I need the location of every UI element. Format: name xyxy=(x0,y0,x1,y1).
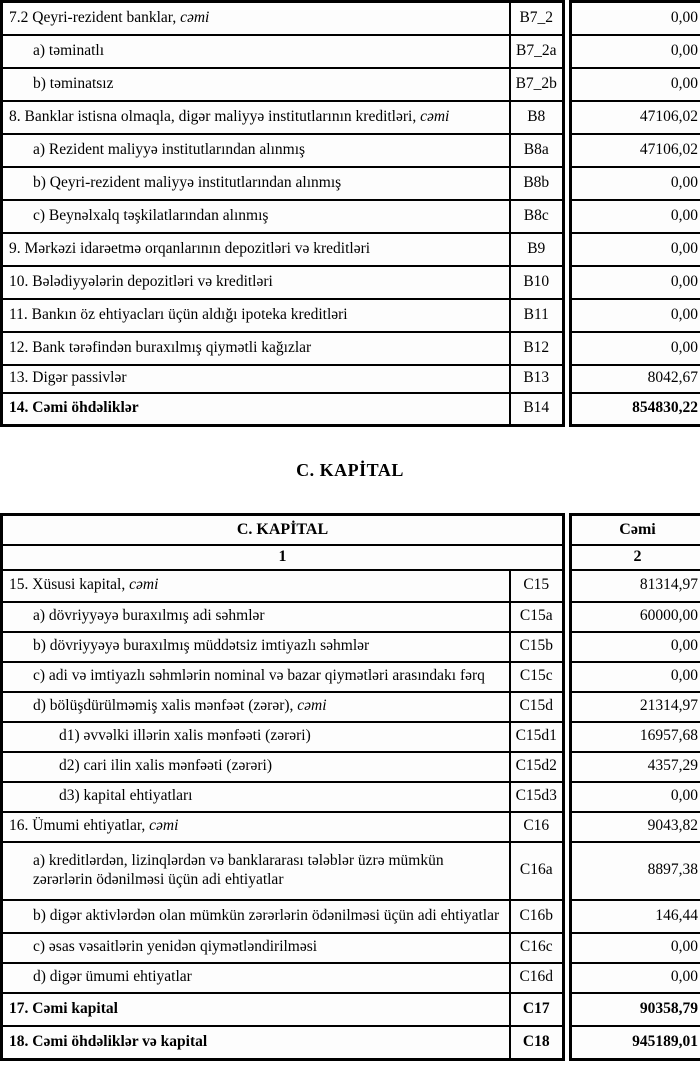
table-row xyxy=(571,365,700,393)
table-row xyxy=(571,393,700,426)
table-row xyxy=(571,266,700,299)
table-row xyxy=(2,632,564,662)
table-row xyxy=(2,842,564,900)
table-row xyxy=(571,2,700,35)
capital-header-title: C. KAPİTAL xyxy=(2,515,564,545)
row-code: B8 xyxy=(510,101,564,134)
table-row xyxy=(571,722,700,752)
table-row xyxy=(2,662,564,692)
row-code: B11 xyxy=(510,299,564,332)
row-label: 17. Cəmi kapital xyxy=(2,993,510,1026)
table-row xyxy=(571,570,700,602)
capital-colnum-left: 1 xyxy=(2,545,564,570)
table-row xyxy=(571,900,700,933)
row-label: 13. Digər passivlər xyxy=(2,365,510,393)
table-row xyxy=(2,692,564,722)
row-value: 21314,97 xyxy=(571,692,700,722)
row-value: 0,00 xyxy=(571,266,700,299)
row-label: c) Beynəlxalq təşkilatlarından alınmış xyxy=(2,200,510,233)
row-value: 8042,67 xyxy=(571,365,700,393)
table-row xyxy=(571,134,700,167)
row-value: 0,00 xyxy=(571,2,700,35)
row-value: 4357,29 xyxy=(571,752,700,782)
row-value: 854830,22 xyxy=(571,393,700,426)
row-code: C16b xyxy=(510,900,564,933)
liabilities-table xyxy=(0,0,700,427)
row-code: C15a xyxy=(510,602,564,632)
table-row xyxy=(2,134,564,167)
row-value: 0,00 xyxy=(571,68,700,101)
table-row xyxy=(571,812,700,842)
row-label: 18. Cəmi öhdəliklər və kapital xyxy=(2,1026,510,1060)
row-label: 15. Xüsusi kapital, cəmi xyxy=(2,570,510,602)
table-row xyxy=(571,1026,700,1060)
row-code: B7_2b xyxy=(510,68,564,101)
row-value: 8897,38 xyxy=(571,842,700,900)
table-row xyxy=(571,299,700,332)
row-value: 47106,02 xyxy=(571,134,700,167)
row-label: 12. Bank tərəfindən buraxılmış qiymətli kağızlar xyxy=(2,332,510,365)
table-row xyxy=(2,752,564,782)
row-label: d3) kapital ehtiyatları xyxy=(2,782,510,812)
section-heading: C. KAPİTAL xyxy=(296,459,404,480)
row-label: 10. Bələdiyyələrin depozitləri və kreditləri xyxy=(2,266,510,299)
liabilities-values-table xyxy=(569,0,700,427)
row-label: a) Rezident maliyyə institutlarından alınmış xyxy=(2,134,510,167)
table-row xyxy=(571,200,700,233)
table-row xyxy=(2,933,564,963)
table-row xyxy=(571,933,700,963)
row-label: d) digər ümumi ehtiyatlar xyxy=(2,963,510,993)
table-row xyxy=(2,200,564,233)
row-label: d) bölüşdürülməmiş xalis mənfəət (zərər), cəmi xyxy=(2,692,510,722)
row-value: 0,00 xyxy=(571,332,700,365)
table-row xyxy=(2,299,564,332)
table-row xyxy=(2,782,564,812)
row-value: 0,00 xyxy=(571,35,700,68)
table-row xyxy=(2,332,564,365)
row-code: B7_2 xyxy=(510,2,564,35)
table-row xyxy=(2,266,564,299)
row-label: a) kreditlərdən, lizinqlərdən və banklararası tələblər üzrə mümkün zərərlərin ödənilməsi üçün adi ehtiyatlar xyxy=(2,842,510,900)
row-code: B9 xyxy=(510,233,564,266)
table-row xyxy=(571,993,700,1026)
row-value: 0,00 xyxy=(571,662,700,692)
row-label: 11. Bankın öz ehtiyacları üçün aldığı ipoteka kreditləri xyxy=(2,299,510,332)
row-value: 90358,79 xyxy=(571,993,700,1026)
table-row xyxy=(2,1026,564,1060)
table-row xyxy=(571,332,700,365)
capital-header-row xyxy=(2,515,564,545)
row-label: a) təminatlı xyxy=(2,35,510,68)
row-label: 9. Mərkəzi idarəetmə orqanlarının depozitləri və kreditləri xyxy=(2,233,510,266)
capital-table xyxy=(0,513,700,1061)
table-row xyxy=(571,692,700,722)
table-row xyxy=(2,900,564,933)
row-label: b) təminatsız xyxy=(2,68,510,101)
row-code: C16 xyxy=(510,812,564,842)
row-value: 60000,00 xyxy=(571,602,700,632)
table-row xyxy=(2,101,564,134)
row-label: b) digər aktivlərdən olan mümkün zərərlərin ödənilməsi üçün adi ehtiyatlar xyxy=(2,900,510,933)
row-value: 0,00 xyxy=(571,200,700,233)
table-row xyxy=(2,35,564,68)
row-code: C15d1 xyxy=(510,722,564,752)
row-code: B8c xyxy=(510,200,564,233)
row-value: 0,00 xyxy=(571,933,700,963)
row-code: C18 xyxy=(510,1026,564,1060)
capital-header-total: Cəmi xyxy=(571,515,700,545)
table-row xyxy=(571,782,700,812)
row-label: 8. Banklar istisna olmaqla, digər maliyyə institutlarının kreditləri, cəmi xyxy=(2,101,510,134)
row-code: C15d2 xyxy=(510,752,564,782)
row-value: 0,00 xyxy=(571,963,700,993)
row-label: b) dövriyyəyə buraxılmış müddətsiz imtiyazlı səhmlər xyxy=(2,632,510,662)
liabilities-main-table xyxy=(0,0,565,427)
row-code: C15d3 xyxy=(510,782,564,812)
table-row xyxy=(2,2,564,35)
row-label: c) əsas vəsaitlərin yenidən qiymətləndirilməsi xyxy=(2,933,510,963)
table-row xyxy=(2,68,564,101)
row-value: 9043,82 xyxy=(571,812,700,842)
table-row xyxy=(571,68,700,101)
table-row xyxy=(571,101,700,134)
table-row xyxy=(2,812,564,842)
table-row xyxy=(2,167,564,200)
table-row xyxy=(2,365,564,393)
table-row xyxy=(571,602,700,632)
row-code: C16d xyxy=(510,963,564,993)
row-code: B14 xyxy=(510,393,564,426)
row-value: 146,44 xyxy=(571,900,700,933)
row-code: C17 xyxy=(510,993,564,1026)
row-label: 14. Cəmi öhdəliklər xyxy=(2,393,510,426)
row-label: 16. Ümumi ehtiyatlar, cəmi xyxy=(2,812,510,842)
table-row xyxy=(2,722,564,752)
row-code: B12 xyxy=(510,332,564,365)
row-code: C16a xyxy=(510,842,564,900)
row-code: B10 xyxy=(510,266,564,299)
row-code: B7_2a xyxy=(510,35,564,68)
table-row xyxy=(2,393,564,426)
row-code: C15 xyxy=(510,570,564,602)
row-code: C15d xyxy=(510,692,564,722)
table-row xyxy=(571,233,700,266)
table-row xyxy=(571,632,700,662)
capital-values-table xyxy=(569,513,700,1061)
row-value: 0,00 xyxy=(571,782,700,812)
table-row xyxy=(571,167,700,200)
row-label: c) adi və imtiyazlı səhmlərin nominal və bazar qiymətləri arasındakı fərq xyxy=(2,662,510,692)
row-code: C15b xyxy=(510,632,564,662)
table-row xyxy=(2,993,564,1026)
row-code: B8b xyxy=(510,167,564,200)
table-row xyxy=(2,570,564,602)
row-value: 16957,68 xyxy=(571,722,700,752)
row-code: B13 xyxy=(510,365,564,393)
row-label: d2) cari ilin xalis mənfəəti (zərəri) xyxy=(2,752,510,782)
row-value: 945189,01 xyxy=(571,1026,700,1060)
table-row xyxy=(2,963,564,993)
table-row xyxy=(2,233,564,266)
row-value: 0,00 xyxy=(571,233,700,266)
capital-colnum-row xyxy=(2,545,564,570)
row-value: 0,00 xyxy=(571,167,700,200)
capital-colnum-right: 2 xyxy=(571,545,700,570)
table-row xyxy=(571,752,700,782)
row-code: B8a xyxy=(510,134,564,167)
row-label: a) dövriyyəyə buraxılmış adi səhmlər xyxy=(2,602,510,632)
table-row xyxy=(2,602,564,632)
row-code: C15c xyxy=(510,662,564,692)
row-value: 0,00 xyxy=(571,632,700,662)
row-label: d1) əvvəlki illərin xalis mənfəəti (zərəri) xyxy=(2,722,510,752)
capital-colnum-row xyxy=(571,545,700,570)
table-row xyxy=(571,963,700,993)
row-value: 47106,02 xyxy=(571,101,700,134)
row-label: 7.2 Qeyri-rezident banklar, cəmi xyxy=(2,2,510,35)
row-code: C16c xyxy=(510,933,564,963)
table-row xyxy=(571,662,700,692)
row-value: 81314,97 xyxy=(571,570,700,602)
capital-header-row xyxy=(571,515,700,545)
row-label: b) Qeyri-rezident maliyyə institutlarından alınmış xyxy=(2,167,510,200)
row-value: 0,00 xyxy=(571,299,700,332)
capital-main-table xyxy=(0,513,565,1061)
table-row xyxy=(571,35,700,68)
table-row xyxy=(571,842,700,900)
